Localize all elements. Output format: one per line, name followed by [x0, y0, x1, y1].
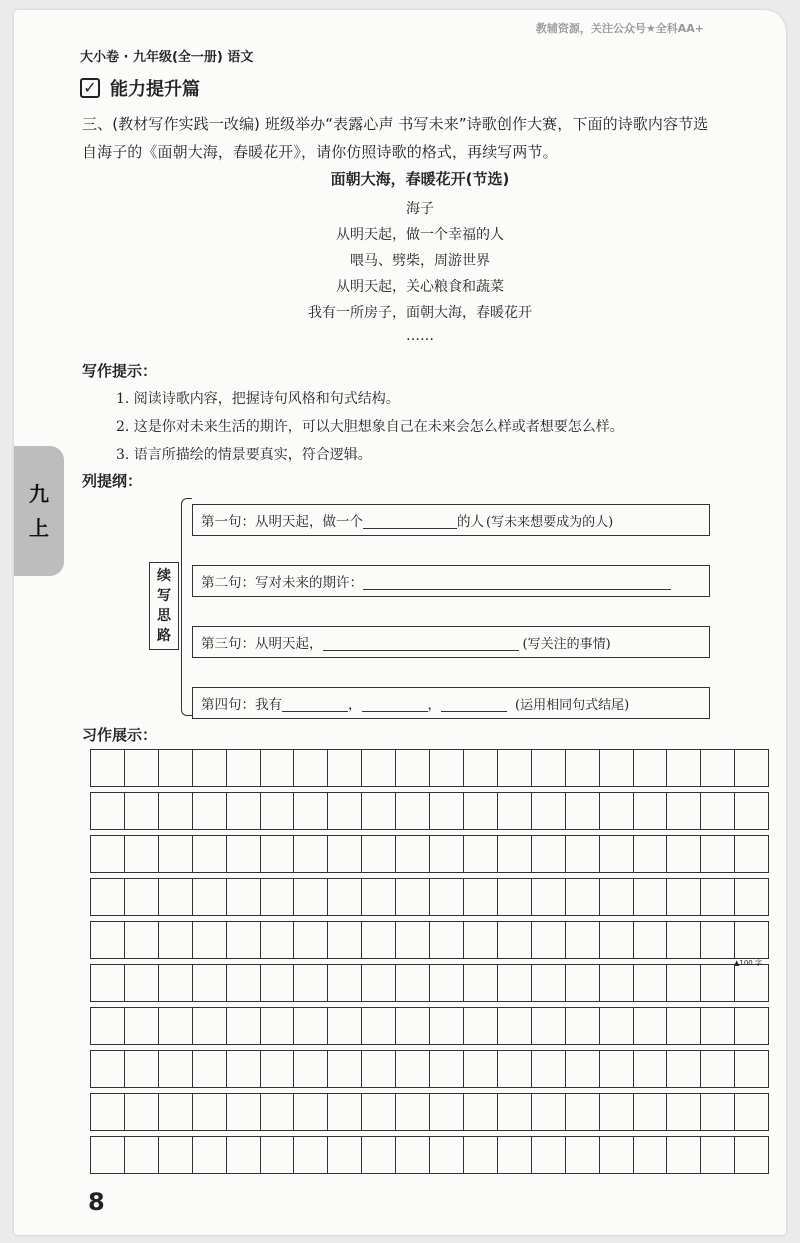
grid-cell[interactable]: [294, 879, 328, 915]
tip-item: 2. 这是你对未来生活的期许，可以大胆想象自己在未来会怎么样或者想要怎么样。: [116, 419, 624, 435]
grid-cell[interactable]: [227, 965, 261, 1001]
grid-cell[interactable]: [396, 1008, 430, 1044]
grid-cell[interactable]: [566, 750, 600, 786]
grid-cell[interactable]: [701, 922, 735, 958]
grid-cell[interactable]: [634, 1008, 668, 1044]
grid-cell[interactable]: [91, 879, 125, 915]
grid-cell[interactable]: [294, 965, 328, 1001]
grid-cell[interactable]: [701, 750, 735, 786]
grid-cell[interactable]: [634, 1051, 668, 1087]
grid-cell[interactable]: [498, 965, 532, 1001]
grid-cell[interactable]: [430, 1051, 464, 1087]
grid-cell[interactable]: [735, 922, 768, 958]
grid-cell[interactable]: [362, 1051, 396, 1087]
grid-cell[interactable]: [227, 1008, 261, 1044]
grid-cell[interactable]: [735, 750, 768, 786]
grid-cell[interactable]: [634, 750, 668, 786]
grid-cell[interactable]: [396, 922, 430, 958]
grid-cell[interactable]: [193, 1094, 227, 1130]
grid-cell[interactable]: [294, 793, 328, 829]
grid-cell[interactable]: [464, 836, 498, 872]
grid-row: [90, 1093, 769, 1131]
grid-cell[interactable]: [227, 836, 261, 872]
grid-cell[interactable]: [600, 750, 634, 786]
grid-cell[interactable]: [227, 793, 261, 829]
grid-cell[interactable]: [464, 965, 498, 1001]
grid-cell[interactable]: [430, 879, 464, 915]
grid-cell[interactable]: [532, 1137, 566, 1173]
grid-cell[interactable]: [634, 879, 668, 915]
poem-author: 海子: [406, 201, 434, 217]
book-title: 大小卷 · 九年级(全一册) 语文: [80, 50, 254, 65]
grid-cell[interactable]: [701, 793, 735, 829]
grid-cell[interactable]: [701, 836, 735, 872]
poem-line: 喂马、劈柴，周游世界: [350, 253, 490, 269]
grid-cell[interactable]: [328, 1137, 362, 1173]
grid-cell[interactable]: [667, 1094, 701, 1130]
grid-cell[interactable]: [227, 1051, 261, 1087]
grid-cell[interactable]: [362, 922, 396, 958]
question-line-1: 三、(教材写作实践一改编) 班级举办“表露心声 书写未来”诗歌创作大赛，下面的诗歌内容节选: [82, 115, 709, 133]
grid-cell[interactable]: [159, 793, 193, 829]
tip-item: 1. 阅读诗歌内容，把握诗句风格和句式结构。: [116, 391, 400, 407]
grid-cell[interactable]: [261, 965, 295, 1001]
grid-cell[interactable]: [498, 1094, 532, 1130]
grid-cell[interactable]: [294, 1051, 328, 1087]
grid-cell[interactable]: [532, 1051, 566, 1087]
grid-cell[interactable]: [193, 1008, 227, 1044]
grid-cell[interactable]: [430, 1137, 464, 1173]
grid-cell[interactable]: [294, 836, 328, 872]
question-text: [82, 110, 782, 166]
poem-line: 从明天起，做一个幸福的人: [336, 227, 504, 243]
grid-cell[interactable]: [261, 879, 295, 915]
grid-cell[interactable]: [532, 1094, 566, 1130]
grid-cell[interactable]: [667, 1137, 701, 1173]
grid-row: [90, 1007, 769, 1045]
grid-cell[interactable]: [227, 1094, 261, 1130]
grid-cell[interactable]: [532, 1008, 566, 1044]
grid-cell[interactable]: [667, 965, 701, 1001]
grid-cell[interactable]: [600, 836, 634, 872]
grid-cell[interactable]: [735, 1008, 768, 1044]
grid-cell[interactable]: [396, 1094, 430, 1130]
writing-label: 习作展示：: [82, 726, 158, 744]
grid-cell[interactable]: [701, 1008, 735, 1044]
grid-cell[interactable]: [125, 793, 159, 829]
grid-cell[interactable]: [159, 1008, 193, 1044]
grid-cell[interactable]: [498, 793, 532, 829]
grid-cell[interactable]: [125, 1051, 159, 1087]
grid-cell[interactable]: [667, 836, 701, 872]
grid-cell[interactable]: [261, 1051, 295, 1087]
grid-cell[interactable]: [193, 1137, 227, 1173]
grid-cell[interactable]: [701, 1094, 735, 1130]
grid-cell[interactable]: [498, 750, 532, 786]
grid-cell[interactable]: [193, 922, 227, 958]
grid-cell[interactable]: [735, 1051, 768, 1087]
grid-cell[interactable]: [566, 1008, 600, 1044]
grid-cell[interactable]: [159, 879, 193, 915]
grid-cell[interactable]: [667, 1051, 701, 1087]
grid-cell[interactable]: [294, 922, 328, 958]
grid-cell[interactable]: [430, 793, 464, 829]
checkmark-icon: ✓: [80, 78, 100, 98]
grid-cell[interactable]: [600, 793, 634, 829]
grid-cell[interactable]: [396, 1137, 430, 1173]
grid-cell[interactable]: [362, 1137, 396, 1173]
outline-row-3: 第三句：从明天起， (写关注的事情): [192, 626, 710, 658]
grid-cell[interactable]: [464, 879, 498, 915]
grid-cell[interactable]: [430, 836, 464, 872]
grid-cell[interactable]: [328, 1051, 362, 1087]
grid-cell[interactable]: [125, 1094, 159, 1130]
grid-cell[interactable]: [227, 879, 261, 915]
grid-row: [90, 921, 769, 959]
grid-cell[interactable]: [498, 1137, 532, 1173]
grid-cell[interactable]: [91, 1051, 125, 1087]
outline-row-2: 第二句：写对未来的期许：: [192, 565, 710, 597]
grid-cell[interactable]: [701, 965, 735, 1001]
grid-cell[interactable]: [532, 922, 566, 958]
grid-cell[interactable]: [261, 922, 295, 958]
grid-cell[interactable]: [600, 879, 634, 915]
grid-cell[interactable]: [261, 750, 295, 786]
grid-cell[interactable]: [227, 1137, 261, 1173]
grid-row: [90, 1136, 769, 1174]
grid-cell[interactable]: [159, 836, 193, 872]
grid-cell[interactable]: [735, 1094, 768, 1130]
grid-cell[interactable]: [159, 1094, 193, 1130]
grid-cell[interactable]: [600, 922, 634, 958]
grid-cell[interactable]: [464, 750, 498, 786]
grid-cell[interactable]: [328, 750, 362, 786]
grid-cell[interactable]: [227, 922, 261, 958]
grid-cell[interactable]: [600, 965, 634, 1001]
grid-cell[interactable]: [634, 922, 668, 958]
grid-cell[interactable]: [464, 1094, 498, 1130]
outline-row-4: 第四句：我有 ， ， (运用相同句式结尾): [192, 687, 710, 719]
grid-cell[interactable]: [193, 965, 227, 1001]
grid-cell[interactable]: [125, 836, 159, 872]
grid-cell[interactable]: [193, 793, 227, 829]
grid-cell[interactable]: [328, 922, 362, 958]
grid-cell[interactable]: [328, 836, 362, 872]
answer-blank[interactable]: [323, 634, 519, 651]
grid-cell[interactable]: [159, 922, 193, 958]
grid-cell[interactable]: [532, 965, 566, 1001]
grid-cell[interactable]: [701, 879, 735, 915]
grid-cell[interactable]: [91, 965, 125, 1001]
poem-ellipsis: ……: [406, 328, 434, 344]
grid-cell[interactable]: [600, 1094, 634, 1130]
answer-blank[interactable]: [363, 512, 457, 529]
grid-cell[interactable]: [362, 1094, 396, 1130]
grid-cell[interactable]: [464, 1051, 498, 1087]
grade-tab-char: 九: [29, 482, 49, 506]
grid-cell[interactable]: [396, 1051, 430, 1087]
grid-cell[interactable]: [193, 750, 227, 786]
word-count-marker: ▲100 字: [734, 959, 762, 967]
grid-cell[interactable]: [566, 836, 600, 872]
grid-cell[interactable]: [261, 793, 295, 829]
grid-cell[interactable]: [464, 922, 498, 958]
grid-cell[interactable]: [362, 965, 396, 1001]
grid-cell[interactable]: [125, 1008, 159, 1044]
grid-cell[interactable]: [91, 750, 125, 786]
grid-cell[interactable]: [91, 1094, 125, 1130]
grid-cell[interactable]: [600, 1008, 634, 1044]
grid-cell[interactable]: [125, 750, 159, 786]
section-title: 能力提升篇: [110, 79, 200, 100]
grid-cell[interactable]: [498, 879, 532, 915]
brace-bracket: [181, 498, 192, 716]
grid-cell[interactable]: [735, 1137, 768, 1173]
grid-cell[interactable]: [667, 922, 701, 958]
grid-cell[interactable]: [396, 750, 430, 786]
grid-cell[interactable]: [498, 836, 532, 872]
grid-row: [90, 835, 769, 873]
grid-cell[interactable]: [261, 1094, 295, 1130]
grid-cell[interactable]: [362, 793, 396, 829]
grid-cell[interactable]: [498, 922, 532, 958]
grid-cell[interactable]: [328, 965, 362, 1001]
grid-cell[interactable]: [396, 836, 430, 872]
grid-cell[interactable]: [396, 879, 430, 915]
grid-cell[interactable]: [701, 1051, 735, 1087]
grid-cell[interactable]: [294, 1137, 328, 1173]
grid-cell[interactable]: [159, 1137, 193, 1173]
grid-cell[interactable]: [159, 1051, 193, 1087]
grid-row: [90, 792, 769, 830]
poem-line: 从明天起，关心粮食和蔬菜: [336, 279, 504, 295]
grid-cell[interactable]: [532, 750, 566, 786]
grid-cell[interactable]: [430, 922, 464, 958]
grid-cell[interactable]: [125, 965, 159, 1001]
grid-cell[interactable]: [362, 879, 396, 915]
grid-cell[interactable]: [430, 750, 464, 786]
outline-box-label: 续 写 思 路: [149, 562, 179, 650]
grid-cell[interactable]: [532, 793, 566, 829]
poem-line: 我有一所房子，面朝大海，春暖花开: [308, 305, 532, 321]
grid-cell[interactable]: [566, 922, 600, 958]
grid-cell[interactable]: [362, 750, 396, 786]
grid-cell[interactable]: [498, 1051, 532, 1087]
grade-tab-char: 上: [29, 516, 49, 540]
grid-cell[interactable]: [735, 965, 768, 1001]
grid-cell[interactable]: [159, 750, 193, 786]
grid-cell[interactable]: [634, 836, 668, 872]
tips-label: 写作提示：: [82, 362, 158, 380]
grid-cell[interactable]: [600, 1051, 634, 1087]
grid-cell[interactable]: [566, 1094, 600, 1130]
grid-cell[interactable]: [634, 1094, 668, 1130]
grid-cell[interactable]: [294, 1094, 328, 1130]
answer-blank[interactable]: [362, 695, 428, 712]
grid-cell[interactable]: [294, 1008, 328, 1044]
poem-title: 面朝大海，春暖花开(节选): [330, 170, 510, 188]
grid-cell[interactable]: [261, 836, 295, 872]
question-line-2: 自海子的《面朝大海，春暖花开》，请你仿照诗歌的格式，再续写两节。: [82, 143, 558, 161]
grid-row: [90, 1050, 769, 1088]
grid-cell[interactable]: [430, 1094, 464, 1130]
grid-cell[interactable]: [396, 793, 430, 829]
grid-cell[interactable]: [91, 836, 125, 872]
grid-cell[interactable]: [261, 1137, 295, 1173]
answer-blank[interactable]: [363, 573, 671, 590]
grid-cell[interactable]: [430, 965, 464, 1001]
grid-cell[interactable]: [498, 1008, 532, 1044]
grid-cell[interactable]: [464, 793, 498, 829]
grid-cell[interactable]: [600, 1137, 634, 1173]
grid-cell[interactable]: [362, 1008, 396, 1044]
grid-cell[interactable]: [667, 750, 701, 786]
grid-cell[interactable]: [91, 922, 125, 958]
grid-cell[interactable]: [566, 793, 600, 829]
outline-label: 列提纲：: [82, 472, 143, 490]
grid-cell[interactable]: [328, 1094, 362, 1130]
grid-cell[interactable]: [362, 836, 396, 872]
grid-cell[interactable]: [294, 750, 328, 786]
grid-cell[interactable]: [396, 965, 430, 1001]
answer-blank[interactable]: [441, 695, 507, 712]
grid-cell[interactable]: [159, 965, 193, 1001]
grid-cell[interactable]: [125, 922, 159, 958]
grid-cell[interactable]: [193, 1051, 227, 1087]
grid-cell[interactable]: [328, 793, 362, 829]
grid-cell[interactable]: [667, 879, 701, 915]
grid-cell[interactable]: [193, 879, 227, 915]
grid-cell[interactable]: [261, 1008, 295, 1044]
grid-cell[interactable]: [634, 965, 668, 1001]
top-note: 教辅资源，关注公众号★全科AA+: [535, 22, 704, 35]
grid-cell[interactable]: [464, 1137, 498, 1173]
grid-cell[interactable]: [566, 1051, 600, 1087]
grid-cell[interactable]: [532, 836, 566, 872]
grid-cell[interactable]: [328, 1008, 362, 1044]
section-header: [80, 74, 200, 102]
grid-cell[interactable]: [667, 793, 701, 829]
grid-cell[interactable]: [464, 1008, 498, 1044]
grid-cell[interactable]: [125, 879, 159, 915]
grid-cell[interactable]: [328, 879, 362, 915]
grid-row: [90, 878, 769, 916]
grid-cell[interactable]: [566, 879, 600, 915]
grid-cell[interactable]: [430, 1008, 464, 1044]
grid-cell[interactable]: [91, 793, 125, 829]
outline-row-1: 第一句：从明天起，做一个 的人 (写未来想要成为的人): [192, 504, 710, 536]
grade-tab: [14, 446, 64, 576]
grid-cell[interactable]: [532, 879, 566, 915]
grid-cell[interactable]: [701, 1137, 735, 1173]
grid-row: [90, 749, 769, 787]
grid-cell[interactable]: [566, 965, 600, 1001]
answer-blank[interactable]: [282, 695, 348, 712]
grid-cell[interactable]: [125, 1137, 159, 1173]
grid-cell[interactable]: [634, 793, 668, 829]
grid-cell[interactable]: [667, 1008, 701, 1044]
grid-row: [90, 964, 769, 1002]
grid-cell[interactable]: [634, 1137, 668, 1173]
grid-cell[interactable]: [735, 836, 768, 872]
grid-cell[interactable]: [735, 793, 768, 829]
tip-item: 3. 语言所描绘的情景要真实，符合逻辑。: [116, 447, 372, 463]
grid-cell[interactable]: [193, 836, 227, 872]
grid-cell[interactable]: [91, 1137, 125, 1173]
grid-cell[interactable]: [91, 1008, 125, 1044]
grid-cell[interactable]: [735, 879, 768, 915]
page-number: 8: [88, 1188, 105, 1216]
grid-cell[interactable]: [227, 750, 261, 786]
grid-cell[interactable]: [566, 1137, 600, 1173]
